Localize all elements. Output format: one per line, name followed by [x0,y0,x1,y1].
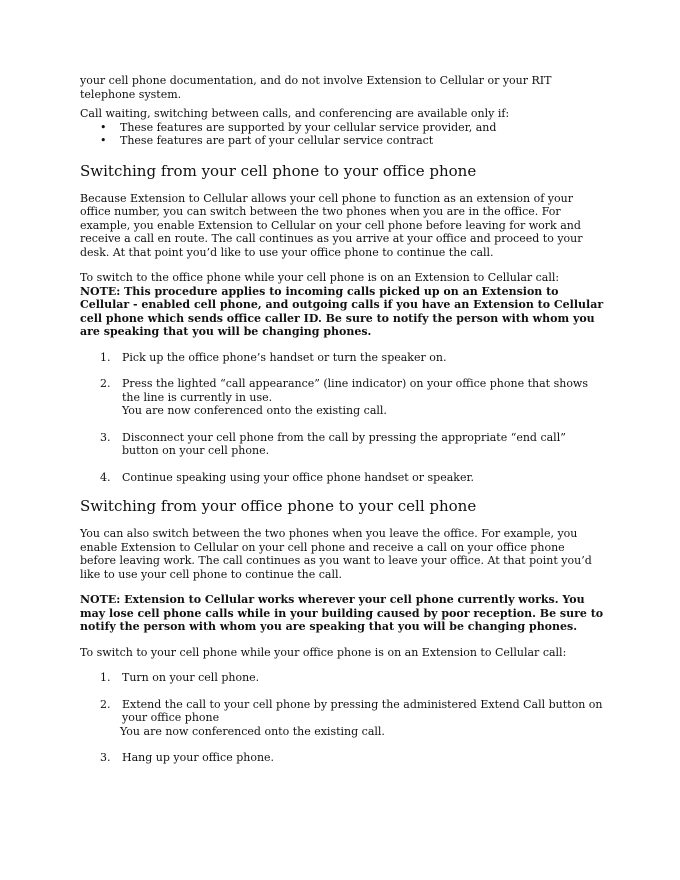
step-number: 3. [100,430,111,444]
section2-lead: To switch to your cell phone while your office phone is on an Extension to Cellular call: [80,645,567,659]
step-number: 2. [100,377,111,390]
document-page [80,74,604,778]
step-subtext: You are now conferenced onto the existing call. [122,404,387,417]
step-number: 1. [100,671,111,684]
section1-paragraph: Because Extension to Cellular allows your cell phone to function as an extension of your office number, you can switch between the two phones when you are in the office. For example, you enable Extension to Cellular on your cell phone before leaving for work and receive a call en route. The call continues as you arrive at your office and proceed to your desk. At that point you’d like to use your office phone to continue the call. [80,191,583,259]
list-item: • These features are supported by your cellular service provider, and [100,120,497,134]
list-item [80,351,604,365]
step-text: Turn on your cell phone. [122,671,260,684]
list-item [80,377,604,418]
section-heading-office-to-cell: Switching from your office phone to your cell phone [80,497,477,515]
section2-note: NOTE: Extension to Cellular works wherever your cell phone currently works. You may lose cell phone calls while in your building caused by poor reception. Be sure to notify the person with whom you are speaking that you will be changing phones. [80,593,604,633]
step-number: 4. [100,470,111,484]
section1-note: NOTE: This procedure applies to incoming calls picked up on an Extension to Cellular - enabled cell phone, and outgoing calls if you have an Extension to Cellular cell phone which sends office caller ID. Be sure to notify the person with whom you are speaking that you will be changing phones. [80,284,604,338]
section-heading-cell-to-office: Switching from your cell phone to your office phone [80,161,477,180]
step-text: Disconnect your cell phone from the call by pressing the appropriate “end call” button on your cell phone. [122,430,566,457]
section1-lead: To switch to the office phone while your cell phone is on an Extension to Cellular call: [80,271,560,284]
list-item [80,471,604,485]
section1-steps [80,351,604,485]
step-number: 3. [100,751,111,764]
intro-continuation: your cell phone documentation, and do not involve Extension to Cellular or your RIT telephone system. [80,74,552,101]
step-text: Hang up your office phone. [122,751,275,764]
section2-paragraph: You can also switch between the two phones when you leave the office. For example, you enable Extension to Cellular on your cell phone and receive a call on your office phone before leaving work. The call continues as you want to leave your office. At that point you’d like to use your cell phone to continue the call. [80,527,592,581]
step-text: Extend the call to your cell phone by pressing the administered Extend Call button on your office phone [122,697,603,724]
section2-steps [80,671,604,765]
step-text: Press the lighted “call appearance” (line indicator) on your office phone that shows the line is currently in use. [122,377,588,404]
features-list [80,121,604,148]
step-text: Pick up the office phone’s handset or turn the speaker on. [122,350,447,364]
list-item [80,698,604,739]
bullet-icon: • [100,134,107,147]
step-subtext: You are now conferenced onto the existing call. [120,724,385,738]
bullet-icon: • [100,120,107,134]
features-intro: Call waiting, switching between calls, and conferencing are available only if: [80,107,510,120]
list-item [80,671,604,685]
step-text: Continue speaking using your office phone handset or speaker. [122,470,474,484]
list-item: • These features are part of your cellular service contract [100,134,434,147]
step-number: 1. [100,350,111,364]
step-number: 2. [100,697,111,711]
list-item [80,431,604,458]
list-item [80,751,604,765]
